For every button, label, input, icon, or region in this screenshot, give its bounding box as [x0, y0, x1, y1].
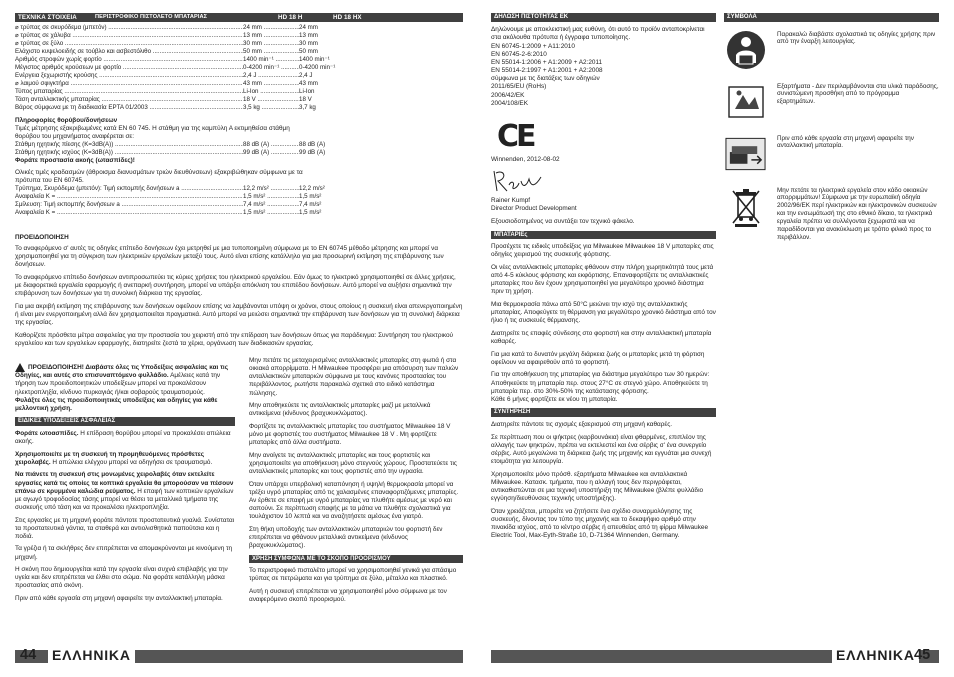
r10: Σε περίπτωση που οι ψήκτρες (καρβουνάκια) είναι φθαρμένες, επιπλέον της αλλαγής των ψηκτρών, πρέπει να εκτελεστεί και ένα σέρβις σ' ένα συνεργείο σέρβις. Αυτό μεγαλώνει τη διάρκεια ζωής της μηχανής και εγγυάται μια συνεχή ετοιμότητα για λειτουργία.: [491, 433, 712, 465]
signer-role: Director Product Development: [491, 205, 577, 212]
page-title-right: ΕΛΛΗΝΙΚΑ: [832, 647, 919, 665]
spec-row: [15, 32, 365, 40]
m2: Μην αποθηκεύετε τις ανταλλακτικές μπαταρίες μαζί με μεταλλικά αντικείμενα (κίνδυνος βραχυκυκλώματος).: [249, 402, 431, 418]
standard-item: 2011/65/EU (RoHs): [491, 83, 547, 91]
maintenance-title: ΣΥΝΤΗΡΗΣΗ: [491, 408, 716, 417]
r1: Προσέχετε τις ειδικές υποδείξεις για Milwaukee Milwaukee 18 V μπαταρίες στις οδηγίες χειρισμού της συσκευής φόρτισης.: [491, 243, 714, 259]
caution-p2: Το αναφερόμενο επίπεδο δονήσεων αντιπροσωπεύει τις κύριες χρήσεις του ηλεκτρικού εργαλείου. Εάν όμως το ηλεκτρικό χρησιμοποιηθεί σε άλλες χρήσεις, με διαφορετικά εργαλεία εφαρμογής ή ανεπαρκή συντήρηση, μπορεί να υπάρξει απόκλιση του επιπέδου δονήσεων. Αυτό μπορεί να αυξήσει σημαντικά την επιβάρυνση των δονήσεων για τη συνολική διάρκεια της εργασίας.: [15, 274, 456, 298]
r12: Όταν χρειάζεται, μπορείτε να ζητήσετε ένα σχέδιο συναρμολόγησης της συσκευής, δίνοντας τον τύπο της μηχανής και το δεκαψήφιο αριθμό στην πινακίδα ισχύος, από το κέντρο σέρβις ή απευθείας από τη φίρμα Milwaukee Electric Tool, Max-Eyth-Straße 10, D-71364 Winnenden, Germany.: [491, 507, 709, 539]
spec-value-hx: Li-Ion: [299, 88, 315, 95]
spec-row: [15, 64, 365, 72]
vibration-table: [15, 185, 365, 217]
spec-label: Αναφαλεία K = .....: [15, 193, 243, 201]
spec-row: [15, 48, 365, 56]
spec-value-hx: 18 V: [299, 96, 312, 103]
r7: Αποθηκεύετε τη μπαταρία περ. στους 27°C σε στεγνό χώρο. Αποθηκεύετε τη μπαταρία περ. στο 30%-50% της κατάστασης φόρτισης.: [491, 379, 708, 395]
s2: [15, 451, 235, 467]
spec-value-hx: 43 mm: [299, 80, 318, 87]
declaration-title: ΔΗΛΩΣΗ ΠΙΣΤΟΤΗΤΑΣ ΕΚ: [491, 13, 716, 22]
spec-label: Ενέργεια ξεχωριστής κρούσης .....: [15, 72, 243, 80]
r11: Χρησιμοποιείτε μόνο πρόσθ. εξαρτήματα Milwaukee και ανταλλακτικά Milwaukee. Κατασκ. τμήματα, που η αλλαγή τους δεν περιγράφεται, αντικαθιστώνται σε μια τεχνική υποστήριξη της Milwaukee (βλέπε φυλλάδιο εγγύηση/διευθύνσεις τεχνικής υποστήριξης).: [491, 470, 704, 502]
spec-value-h: 1400 min⁻¹ .....: [243, 56, 299, 64]
page-number-left: 44: [20, 647, 37, 663]
warning-keep: Φυλάξτε όλες τις προειδοποιητικές υποδείξεις και οδηγίες για κάθε μελλοντική χρήση.: [15, 396, 218, 412]
spec-value-h: 1,5 m/s² .....: [243, 209, 299, 217]
spec-row: [15, 201, 365, 209]
spec-row: [15, 141, 365, 149]
spec-row: [15, 24, 365, 32]
spec-row: [15, 193, 365, 201]
spec-value-hx: 13 mm: [299, 32, 318, 39]
s4: Στις εργασίες με τη μηχανή φοράτε πάντοτε προστατευτικά γυαλιά. Συνίσταται τα προστατευτικά γάντια, τα σταθερά και αντιολισθητικά παπούτσια και η ποδιά.: [15, 516, 235, 540]
noise-section: [15, 117, 365, 217]
spec-value-h: 18 V .....: [243, 96, 299, 104]
spec-table: [15, 24, 365, 112]
caution-p1: Το αναφερόμενο σ' αυτές τις οδηγίες επίπεδο δονήσεων έχει μετρηθεί με μια τυποποιημένη σύμφωνα με το EN 60745 μέθοδο μέτρησης και μπορεί να χρησιμοποιηθεί για τη σύγκριση των ηλεκτρικών εργαλείων μεταξύ τους. Αυτό είναι επίσης κατάλληλο για μια προσωρινή εκτίμηση της επιβάρυνσης των δονήσεων.: [15, 245, 444, 269]
spec-value-hx: 1400 min⁻¹: [299, 56, 330, 63]
place-date: Winnenden, 2012-08-02: [491, 155, 560, 163]
standard-item: EN 55014-1:2006 + A1:2009 + A2:2011: [491, 59, 603, 66]
noise-table: [15, 141, 365, 157]
symbol-box-3: [724, 135, 767, 173]
spec-value-h: 0-4200 min⁻¹ .....: [243, 64, 299, 72]
spec-label: Αναφαλεία K = .....: [15, 209, 243, 217]
header-model-hx: HD 18 HX: [333, 14, 362, 21]
r2: Οι νέες ανταλλακτικές μπαταρίες φθάνουν στην πλήρη χωρητικότητά τους μετά από 4-5 κύκλους φόρτισης και εκφόρτισης. Επαναφορτίζετε τις ανταλλακτικές μπαταρίες που δεν έχουν χρησιμοποιηθεί για μεγαλύτερο χρονικό διάστημα πριν τη χρήση.: [491, 264, 714, 296]
spec-value-h: 3,5 kg .....: [243, 104, 299, 112]
symbol-text-4: Μην πετάτε τα ηλεκτρικά εργαλεία στον κάδο οικιακών απορριμμάτων! Σύμφωνα με την ευρωπαϊκή οδηγία 2002/96/ΕΚ περί ηλεκτρικών και ηλεκτρονικών συσκευών και την ενσωμάτωσή της στο εθνικό δίκαιο, τα ηλεκτρικά εργαλεία πρέπει να συλλέγονται ξεχωριστά και να παραδίδονται για ανακύκλωση με τρόπο φιλικό προς το περιβάλλον.: [777, 186, 937, 242]
spec-value-hx: 24 mm: [299, 24, 318, 31]
caution-p3: Για μια ακριβή εκτίμηση της επιβάρυνσης των δονήσεων οφείλουν επίσης να λαμβάνονται υπόψη οι χρόνοι, στους οποίους η συσκευή είναι απενεργοποιημένη ή είναι μεν ενεργοποιημένη αλλά δεν χρησιμοποιείται πραγματικά. Αυτό μπορεί να μειώσει σημαντικά την επιβάρυνση των δονήσεων για τη συνολική διάρκεια της εργασίας.: [15, 302, 463, 327]
standard-item: σύμφωνα με τις διατάξεις των οδηγιών: [491, 75, 600, 83]
spec-value-h: 43 mm .....: [243, 80, 299, 88]
spec-value-h: 99 dB (A) .....: [243, 149, 299, 157]
spec-value-hx: 30 mm: [299, 40, 318, 47]
standards-list: [491, 43, 716, 108]
spec-value-hx: 50 mm: [299, 48, 318, 55]
spec-value-hx: 99 dB (A): [299, 149, 326, 157]
spec-value-hx: 1,5 m/s²: [299, 208, 322, 216]
noise-title: Πληροφορίες θορύβου/δονήσεων: [15, 117, 118, 124]
page-title-left: ΕΛΛΗΝΙΚΑ: [48, 647, 135, 665]
header-tech-data: ΤΕΧΝΙΚΑ ΣΤΟΙΧΕΙΑ: [18, 14, 77, 21]
signature: [491, 167, 716, 197]
s3: [15, 471, 235, 512]
m3: Φορτίζετε τις ανταλλακτικές μπαταρίες του συστήματος Milwaukee 18 V μόνο με φορτιστές του συστήματος Milwaukee 18 V . Μη φορτίζετε μπαταρίες από άλλα συστήματα.: [249, 422, 451, 447]
m5: Όταν υπάρχει υπερβολική καταπόνηση ή υψηλή θερμοκρασία μπορεί να τρέξει υγρό μπαταρίας από τις χαλασμένες επαναφορτιζόμενες μπαταρίες. Αν έρθετε σε επαφή με υγρό μπαταρίας να πλυθήτε αμέσως με νερό και σαπούνι. Σε περίπτωση επαφής με τα μάτια να πλυθήτε σχολαστικά για τουλάχιστον 10 λεπτά και να αναζητήσετε αμέσως ένα γιατρό.: [249, 480, 459, 521]
header-product: ΠΕΡΙΣΤΡΟΦΙΚΟ ΠΙΣΤΟΛΕΤΟ ΜΠΑΤΑΡΙΑΣ: [95, 14, 208, 20]
spec-value-h: 30 mm .....: [243, 40, 299, 48]
signer-name: Rainer Kumpf: [491, 196, 531, 204]
standard-item: EN 60745-2-6:2010: [491, 50, 547, 58]
spec-row: [15, 185, 365, 193]
symbol-box-1: [724, 31, 767, 69]
spec-label: Τρύπημα, Σκυρόδεμα (μπετόν): Τιμή εκπομπής δονήσεων a .....: [15, 185, 243, 193]
spec-value-hx: 2,4 J: [299, 72, 313, 79]
spec-value-h: 2,4 J .....: [243, 72, 299, 80]
spec-value-hx: 88 dB (A): [299, 141, 326, 149]
symbols-title: ΣΥΜΒΟΛΑ: [724, 13, 939, 22]
r4: Διατηρείτε τις επαφές σύνδεσης στο φορτιστή και στην ανταλλακτική μπαταρία καθαρές.: [491, 329, 712, 345]
symbol-row-weee: [724, 187, 939, 243]
spec-value-h: 7,4 m/s² .....: [243, 201, 299, 209]
spec-value-hx: 0-4200 min⁻¹: [299, 64, 336, 71]
symbol-text-2: Εξαρτήματα - Δεν περιλαμβάνονται στα υλικά παράδοσης, συνιστώμενη προσθήκη από το πρόγραμμα εξαρτημάτων.: [777, 82, 939, 106]
spec-value-hx: 3,7 kg: [299, 104, 316, 111]
s1-text: Η επίδραση θορύβου μπορεί να προκαλέσει απώλεια ακοής.: [15, 429, 231, 446]
crossed-bin-icon: [729, 187, 763, 227]
standard-item: EN 60745-1:2009 + A11:2010: [491, 42, 575, 50]
spec-row: [15, 104, 365, 112]
spec-label: Μέγιστος αριθμός κρούσεων με φορτίο .....: [15, 64, 243, 72]
remove-battery-icon: [724, 136, 767, 172]
spec-label: Βάρος σύμφωνα με τη διαδικασία EPTA 01/2003 .....: [15, 104, 243, 112]
symbol-row-read-manual: [724, 31, 939, 69]
spec-value-hx: 7,4 m/s²: [299, 200, 322, 208]
spec-row: [15, 149, 365, 157]
m1: Μην πετάτε τις μεταχειρισμένες ανταλλακτικές μπαταρίες στη φωτιά ή στα οικιακά απορρίμματα. Η Milwaukee προσφέρει μια απόσυρση των παλιών ανταλλακτικών μπαταριών σύμφωνα με τους κανόνες προστασίας του περιβάλλοντος, ρωτήστε παρακαλώ σχετικά στο ειδικό κατάστημα πώλησης.: [249, 357, 459, 397]
spec-row: [15, 209, 365, 217]
spec-label: Στάθμη ηχητικής ισχύος (K=3dB(A)) .....: [15, 149, 243, 157]
spec-label: Αριθμός στροφών χωρίς φορτίο .....: [15, 56, 243, 64]
caution-p4: Καθορίζετε πρόσθετα μέτρα ασφαλείας για την προστασία του χειριστή από την επίδραση των δονήσεων όπως για παράδειγμα: Συντήρηση του ηλεκτρικού εργαλείου και των εργαλείων εφαρμογής, διατηρείτε ζεστά τα χέρια, οργάνωση των διαδικασιών εργασίας.: [15, 331, 454, 347]
right-column-1: [491, 13, 716, 545]
s2-text: Η απώλεια ελέγχου μπορεί να οδηγήσει σε τραυματισμό.: [50, 458, 213, 466]
spec-value-h: 12,2 m/s² .....: [243, 185, 299, 193]
caution-title: ΠΡΟΕΙΔΟΠΟΙΗΣΗ: [15, 234, 69, 241]
intended-use-title: ΧΡΗΣΗ ΣΥΜΦΩΝΑ ΜΕ ΤΟ ΣΚΟΠΟ ΠΡΟΟΡΙΣΜΟΥ: [249, 555, 463, 564]
spec-label: ⌀ τρύπας σε σκυρόδεμα (μπετόν) .....: [15, 24, 243, 32]
spec-value-h: 24 mm .....: [243, 24, 299, 32]
s6: Η σκόνη που δημιουργείται κατά την εργασία είναι συχνά επιβλαβής για την υγεία και δεν επιτρέπεται να έλθει στο σώμα. Να φοράτε κατάλληλη μάσκα προστασίας από σκόνη.: [15, 566, 228, 590]
standard-item: 2006/42/EK: [491, 91, 525, 99]
spec-value-h: 88 dB (A) .....: [243, 141, 299, 149]
s1-bold: Φοράτε ωτοασπίδες.: [15, 429, 79, 437]
s2-bold: Χρησιμοποιείτε με τη συσκευή τη προμηθευόμενες πρόσθετες χειρολαβές.: [15, 450, 205, 466]
s1: [15, 430, 235, 446]
r8: Κάθε 6 μήνες φορτίζετε εκ νέου τη μπαταρία.: [491, 395, 618, 403]
symbol-text-1: Παρακαλώ διαβάστε σχολαστικά τις οδηγίες χρήσης πριν από την έναρξη λειτουργίας.: [777, 30, 936, 46]
page-number-right: 45: [914, 647, 931, 663]
left-column-safety: [15, 363, 235, 608]
r5: Για μια κατά το δυνατόν μεγάλη διάρκεια ζωής οι μπαταρίες μετά τη φόρτιση οφείλουν να αφαιρεθούν από το φορτιστή.: [491, 350, 705, 366]
spec-row: [15, 40, 365, 48]
spec-value-h: 1,5 m/s² .....: [243, 193, 299, 201]
authorized: Εξουσιοδοτημένος να συντάξει τον τεχνικό φάκελο.: [491, 218, 635, 226]
spec-label: Ελάχιστο κυψελοειδής σε τούβλο και ασβεστόλιθο .....: [15, 48, 243, 56]
r9: Διατηρείτε πάντοτε τις σχισμές εξαερισμού στη μηχανή καθαρές.: [491, 420, 673, 428]
s5: Τα γρέζια ή τα σκλήθρες δεν επιτρέπεται να απομακρύνονται με κινούμενη τη μηχανή.: [15, 545, 233, 561]
s3-bold: Να πιάνετε τη συσκευή στις μονωμένες χειρολαβές όταν εκτελείτε εργασίες κατά τις οποίες τα κοπτικά εργαλεία θα μπορούσαν να πέσουν επάνω σε κρυμμένα καλώδια ρεύματος.: [15, 471, 234, 495]
spec-label: Σμίλευση: Τιμή εκπομπής δονήσεων a .....: [15, 201, 243, 209]
spec-label: Στάθμη ηχητικής πίεσης (K=3dB(A)) .....: [15, 141, 243, 149]
standard-item: 2004/108/EK: [491, 99, 528, 107]
header-model-h: HD 18 H: [278, 14, 303, 21]
s7: Πριν από κάθε εργασία στη μηχανή αφαιρείτε την ανταλλακτική μπαταρία.: [15, 595, 223, 603]
spec-label: Τάση ανταλλακτικής μπαταρίας .....: [15, 96, 243, 104]
warning-triangle-icon: [15, 363, 25, 372]
spec-value-h: 13 mm .....: [243, 32, 299, 40]
middle-column: [249, 357, 463, 609]
m4: Μην ανοίγετε τις ανταλλακτικές μπαταρίες και τους φορτιστές και χρησιμοποιείτε για αποθήκευση μόνο στεγνούς χώρους. Προστατεύετε τις ανταλλακτικές μπαταρίες και τους φορτιστές από την υγρασία.: [249, 451, 457, 475]
ce-mark: CE: [497, 118, 534, 154]
accessory-icon: [725, 83, 767, 121]
standard-item: EN 55014-2:1997 + A1:2001 + A2:2008: [491, 67, 603, 75]
spec-label: ⌀ τρύπας σε ξύλο .....: [15, 40, 243, 48]
s3-text: Η επαφή των κοπτικών εργαλείων με αγωγό τροφοδοσίας τάσης μπορεί να θέσει τα μεταλλικά τμήματα της συσκευής υπό τάση και να προκαλέσει ηλεκτροπληξία.: [15, 487, 234, 511]
spec-label: ⌀ τρύπας σε χάλυβα .....: [15, 32, 243, 40]
symbol-box-2: [724, 83, 767, 121]
spec-value-h: 50 mm .....: [243, 48, 299, 56]
symbol-row-accessories: [724, 83, 939, 121]
r6: Για την αποθήκευση της μπαταρίας για διάστημα μεγαλύτερο των 30 ημερών:: [491, 371, 710, 379]
caution-section: [15, 234, 463, 353]
spec-value-hx: 12,2 m/s²: [299, 184, 325, 192]
tech-data-header: [15, 13, 463, 22]
spec-row: [15, 72, 365, 80]
special-safety-title: ΕΙΔΙΚΕΣ ΥΠΟΔΕΙΞΕΙΣ ΑΣΦΑΛΕΙΑΣ: [15, 417, 235, 426]
spec-value-h: Li-Ion .....: [243, 88, 299, 96]
spec-value-hx: 1,5 m/s²: [299, 192, 322, 200]
declaration-body: Δηλώνουμε με αποκλειστική μας ευθύνη, ότι αυτό το προϊόν ανταποκρίνεται στα ακόλουθα πρότυπα ή έγγραφα τυποποίησης.: [491, 25, 705, 41]
spec-row: [15, 56, 365, 64]
r3: Μια θερμοκρασία πάνω από 50°C μειώνει την ισχύ της ανταλλακτικής μπαταρίας. Αποφεύγετε τη θέρμανση για μεγαλύτερο χρονικό διάστημα από τον ήλιο ή τις συσκευές θέρμανσης.: [491, 301, 716, 325]
m7: Το περιστροφικό πιστολέτο μπορεί να χρησιμοποιηθεί γενικά για σπάσιμο τρύπας σε πετρώματα και για τρύπημα σε ξύλο, μέταλλο και πλαστικό.: [249, 567, 457, 583]
warning-body: Αμέλειες κατά την τήρηση των προειδοποιητικών υποδείξεων μπορεί να προκαλέσουν ηλεκτροπληξία, κίνδυνο πυρκαγιάς ή/και σοβαρούς τραυματισμούς.: [15, 372, 221, 396]
spec-row: [15, 96, 365, 104]
noise-intro: Τιμές μέτρησης εξακριβωμένες κατά EN 60 745. Η στάθμη για της καμπύλη Α εκτιμηθείσα στάθμη θορύβου του μηχανήματος αναφέρεται σε:: [15, 125, 290, 141]
vibration-intro: Ολικές τιμές κραδασμών (άθροισμα διανυσμάτων τριών διευθύνσεων) εξακριβώθηκαν σύμφωνα με τα πρότυπα του EN 60745.: [15, 168, 303, 184]
spec-label: Τύπος μπαταρίας .....: [15, 88, 243, 96]
warning-title: ΠΡΟΕΙΔΟΠΟΙΗΣΗ! Διαβάστε όλες τις Υποδείξεις ασφαλείας και τις Οδηγίες, και αυτές στο επισυναπτόμενο φυλλάδιο.: [15, 364, 229, 380]
symbol-text-3: Πριν από κάθε εργασία στη μηχανή αφαιρείτε την ανταλλακτική μπαταρία.: [777, 134, 914, 150]
warning-paragraph: [15, 363, 235, 413]
ear-protection-note: Φοράτε προστασία ακοής (ωτασπίδες)!: [15, 157, 135, 165]
spec-row: [15, 80, 365, 88]
spec-row: [15, 88, 365, 96]
spec-label: ⌀ λαιμού σφιγκτήρα .....: [15, 80, 243, 88]
symbol-box-4: [724, 187, 767, 225]
m8: Αυτή η συσκευή επιτρέπεται να χρησιμοποιηθεί μόνο σύμφωνα με τον αναφερόμενο σκοπό προορισμού.: [249, 587, 447, 603]
batteries-title: ΜΠΑΤΑΡΙΕς: [491, 231, 716, 240]
m6: Στη θήκη υποδοχής των ανταλλακτικών μπαταριών του φορτιστή δεν επιτρέπεται να φθάνουν μεταλλικά αντικείμενα (κίνδυνος βραχυκυκλώματος).: [249, 525, 443, 549]
read-manual-icon: [727, 31, 765, 69]
right-column-2: [724, 13, 939, 248]
symbol-row-remove-battery: [724, 135, 939, 173]
